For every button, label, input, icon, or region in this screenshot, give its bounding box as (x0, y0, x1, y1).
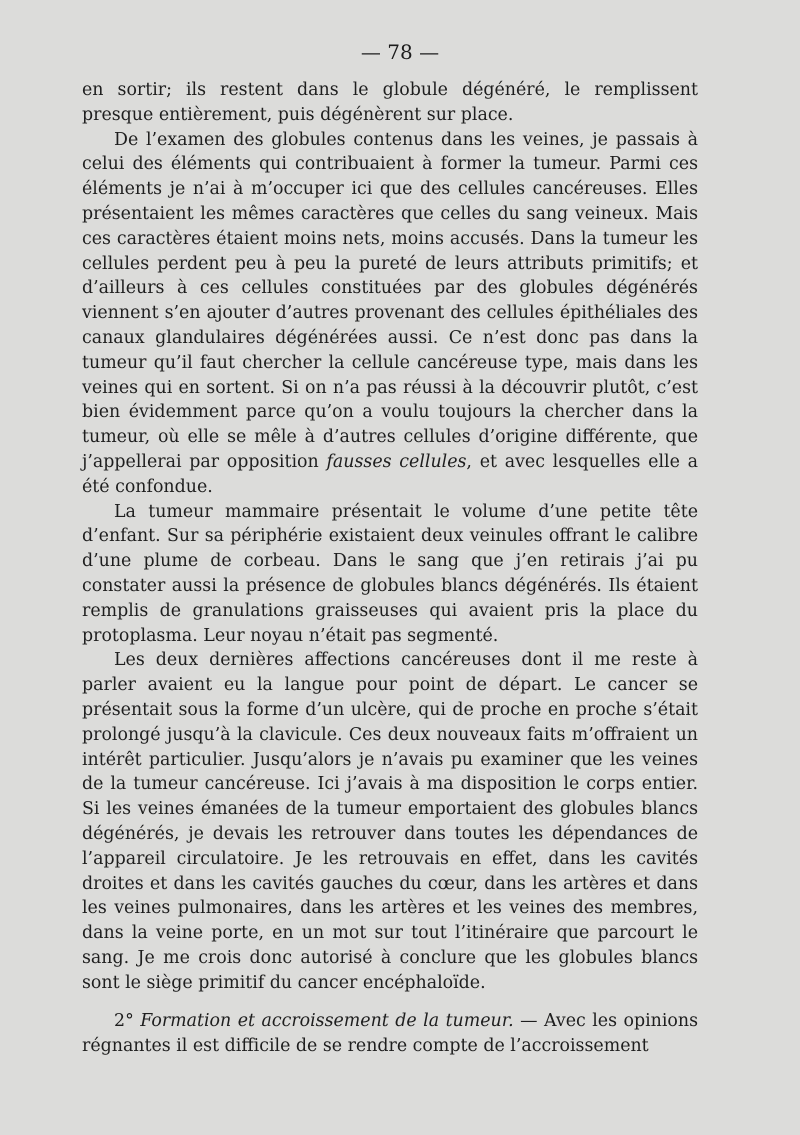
emphasis-fausses-cellules: fausses cellules (326, 451, 467, 472)
section-number: 2° (114, 1011, 134, 1032)
paragraph-text: , et avec lesquelles elle a été confondue. (82, 451, 698, 497)
section-heading: Formation et accroissement de la tumeur. (140, 1011, 514, 1032)
body-text (82, 78, 698, 1059)
paragraph-tongue-cancer: Les deux dernières affections cancéreuses dont il me reste à parler avaient eu la langue pour point de départ. Le cancer se présentait sous la forme d’un ulcère, qui de proche en proche s’était prolongé jusqu’à la clavicule. Ces deux nouveaux faits m’offraient un intérêt particulier. Jusqu’alors je n’avais pu examiner que les veines de la tumeur cancéreuse. Ici j’avais à ma disposition le corps entier. Si les veines émanées de la tumeur emportaient des globules blancs dégénérés, je devais les retrouver dans toutes les dépendances de l’appareil circulatoire. Je les retrouvais en effet, dans les cavités droites et dans les cavités gauches du cœur, dans les artères et dans les veines pulmonaires, dans les artères et les veines des membres, dans la veine porte, en un mot sur tout l’itinéraire que parcourt le sang. Je me crois donc autorisé à conclure que les globules blancs sont le siège primitif du cancer encéphaloïde. (82, 650, 698, 993)
section-formation (82, 1009, 698, 1059)
page-number: — 78 — (360, 40, 440, 64)
paragraph-mammary-tumour: La tumeur mammaire présentait le volume d’une petite tête d’enfant. Sur sa périphérie existaient deux veinules offrant le calibre d’une plume de corbeau. Dans le sang que j’en retirais j’ai pu constater aussi la présence de globules blancs dégénérés. Ils étaient remplis de granulations graisseuses qui avaient pris la place du protoplasma. Leur noyau n’était pas segmenté. (82, 501, 698, 646)
paragraph-cancer-cells (82, 128, 698, 500)
paragraph-text: De l’examen des globules contenus dans les veines, je passais à celui des éléments qui contribuaient à former la tumeur. Parmi ces éléments je n’ai à m’occuper ici que des cellules cancéreuses. Elles présentaient les mêmes caractères que celles du sang veineux. Mais ces caractères étaient moins nets, moins accusés. Dans la tumeur les cellules perdent peu à peu la pureté de leurs attributs primitifs; et d’ailleurs à ces cellules constituées par des globules dégénérés viennent s’en ajouter d’autres provenant des cellules épithéliales des canaux glandulaires dégénérées aussi. Ce n’est donc pas dans la tumeur qu’il faut chercher la cellule cancéreuse type, mais dans les veines qui en sortent. Si on n’a pas réussi à la découvrir plutôt, c’est bien évidemment parce qu’on a voulu toujours la chercher dans la tumeur, où elle se mêle à d’autres cellules d’origine différente, que j’appellerai par opposition (82, 129, 698, 472)
section-text: — Avec les opinions régnantes il est difficile de se rendre compte de l’accroissement (82, 1011, 698, 1057)
paragraph-continuation: en sortir; ils restent dans le globule dégénéré, le remplissent presque entièrement, puis dégénèrent sur place. (82, 80, 698, 125)
